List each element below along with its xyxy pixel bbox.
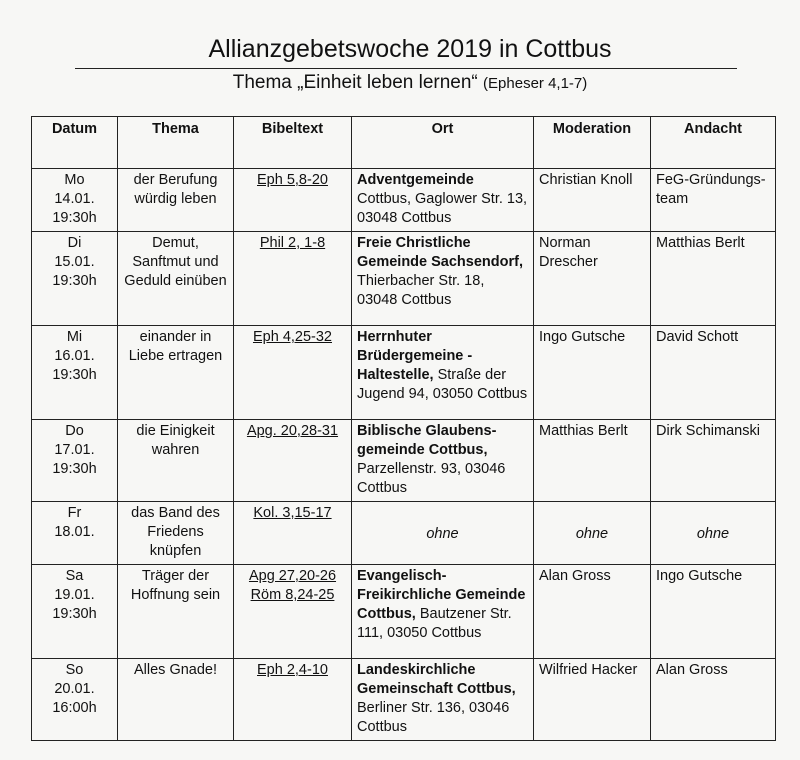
datum-date: 15.01.: [54, 254, 95, 270]
datum-time: 19:30h: [52, 606, 97, 622]
ort-name: Biblische Glaubens-gemeinde Cottbus,: [357, 423, 497, 458]
datum-date: 17.01.: [54, 442, 95, 458]
bible-reference-link[interactable]: Phil 2, 1-8: [259, 235, 326, 251]
table-row: [32, 169, 776, 232]
cell-andacht: Dirk Schimanski: [651, 420, 776, 502]
cell-ort: [352, 169, 534, 232]
datum-day: Fr: [67, 505, 82, 521]
bible-reference-link[interactable]: Röm 8,24-25: [250, 587, 335, 603]
document-subtitle: [10, 71, 800, 96]
bible-reference-link[interactable]: Apg 27,20-26: [248, 568, 337, 584]
ort-address: Parzellenstr. 93, 03046 Cottbus: [357, 461, 506, 496]
title-rule: [75, 68, 737, 69]
cell-moderation: Norman Drescher: [534, 232, 651, 326]
ort-name: Herrnhuter Brüdergemeine - Haltestelle,: [357, 329, 473, 383]
table-row: [32, 232, 776, 326]
cell-thema: einander in Liebe ertragen: [118, 326, 234, 420]
ort-address: Berliner Str. 136, 03046 Cottbus: [357, 700, 510, 735]
datum-date: 16.01.: [54, 348, 95, 364]
column-header-bibeltext: Bibeltext: [234, 117, 352, 169]
bible-reference-link[interactable]: Eph 5,8-20: [257, 172, 328, 188]
ort-address: Straße der Jugend 94, 03050 Cottbus: [357, 367, 528, 402]
cell-datum: [32, 420, 118, 502]
cell-bibeltext: [234, 420, 352, 502]
datum-time: 19:30h: [52, 273, 97, 289]
ort-name: Adventgemeinde: [357, 172, 474, 188]
column-header-datum: Datum: [32, 117, 118, 169]
cell-moderation: Ingo Gutsche: [534, 326, 651, 420]
datum-day: Mo: [64, 172, 85, 188]
cell-moderation: Matthias Berlt: [534, 420, 651, 502]
cell-moderation: Christian Knoll: [534, 169, 651, 232]
cell-ort: [352, 659, 534, 741]
datum-time: 19:30h: [52, 210, 97, 226]
ort-name: Landeskirchliche Gemeinschaft Cottbus,: [357, 662, 516, 697]
cell-ort: [352, 565, 534, 659]
cell-bibeltext: [234, 232, 352, 326]
cell-andacht: Alan Gross: [651, 659, 776, 741]
column-header-ort: Ort: [352, 117, 534, 169]
cell-ort: [352, 232, 534, 326]
cell-ort: [352, 502, 534, 565]
cell-bibeltext: [234, 659, 352, 741]
table-row: [32, 326, 776, 420]
column-header-moderation: Moderation: [534, 117, 651, 169]
cell-datum: [32, 565, 118, 659]
bible-reference-link[interactable]: Eph 2,4-10: [257, 662, 328, 678]
document-title: Allianzgebetswoche 2019 in Cottbus: [208, 35, 612, 63]
ort-name: Evangelisch-Freikirchliche Gemeinde Cottbus,: [357, 568, 526, 622]
datum-time: 19:30h: [52, 461, 97, 477]
cell-datum: [32, 502, 118, 565]
cell-bibeltext: [234, 169, 352, 232]
datum-date: 19.01.: [54, 587, 95, 603]
cell-thema: das Band des Friedens knüpfen: [118, 502, 234, 565]
datum-day: Sa: [65, 568, 84, 584]
cell-moderation: Alan Gross: [534, 565, 651, 659]
cell-ort: [352, 420, 534, 502]
cell-bibeltext: [234, 502, 352, 565]
cell-ort: [352, 326, 534, 420]
table-row: [32, 659, 776, 741]
subtitle-reference: (Epheser 4,1-7): [483, 75, 588, 92]
cell-moderation: Wilfried Hacker: [534, 659, 651, 741]
table-row: [32, 420, 776, 502]
datum-day: Mi: [66, 329, 83, 345]
datum-date: 14.01.: [54, 191, 95, 207]
table-header-row: [32, 117, 776, 169]
datum-day: So: [65, 662, 84, 678]
table-row: [32, 502, 776, 565]
cell-thema: Alles Gnade!: [118, 659, 234, 741]
cell-thema: Demut, Sanftmut und Geduld einüben: [118, 232, 234, 326]
cell-thema: die Einigkeit wahren: [118, 420, 234, 502]
column-header-thema: Thema: [118, 117, 234, 169]
ort-address: Cottbus, Gaglower Str. 13, 03048 Cottbus: [357, 191, 528, 226]
ort-address: Thierbacher Str. 18, 03048 Cottbus: [357, 273, 485, 308]
cell-datum: [32, 326, 118, 420]
cell-andacht: FeG-Gründungs-team: [651, 169, 776, 232]
datum-date: 18.01.: [54, 524, 95, 540]
schedule-table: [31, 116, 776, 741]
cell-datum: [32, 659, 118, 741]
schedule-body: [32, 169, 776, 741]
table-row: [32, 565, 776, 659]
bible-reference-link[interactable]: Apg. 20,28-31: [246, 423, 339, 439]
datum-day: Do: [65, 423, 84, 439]
datum-day: Di: [67, 235, 82, 251]
datum-time: 19:30h: [52, 367, 97, 383]
ort-name: Freie Christliche Gemeinde Sachsendorf,: [357, 235, 523, 270]
cell-andacht: David Schott: [651, 326, 776, 420]
cell-thema: Träger der Hoffnung sein: [118, 565, 234, 659]
bible-reference-link[interactable]: Kol. 3,15-17: [253, 505, 332, 521]
cell-bibeltext: [234, 326, 352, 420]
cell-andacht: ohne: [651, 502, 776, 565]
cell-andacht: Matthias Berlt: [651, 232, 776, 326]
cell-thema: der Berufung würdig leben: [118, 169, 234, 232]
column-header-andacht: Andacht: [651, 117, 776, 169]
ort-address: ohne: [426, 526, 459, 542]
cell-andacht: Ingo Gutsche: [651, 565, 776, 659]
cell-moderation: ohne: [534, 502, 651, 565]
datum-date: 20.01.: [54, 681, 95, 697]
ort-address: Bautzener Str. 111, 03050 Cottbus: [357, 606, 512, 641]
bible-reference-link[interactable]: Eph 4,25-32: [252, 329, 332, 345]
subtitle-main: Thema „Einheit leben lernen“: [232, 72, 478, 93]
cell-datum: [32, 169, 118, 232]
cell-datum: [32, 232, 118, 326]
cell-bibeltext: [234, 565, 352, 659]
datum-time: 16:00h: [52, 700, 97, 716]
